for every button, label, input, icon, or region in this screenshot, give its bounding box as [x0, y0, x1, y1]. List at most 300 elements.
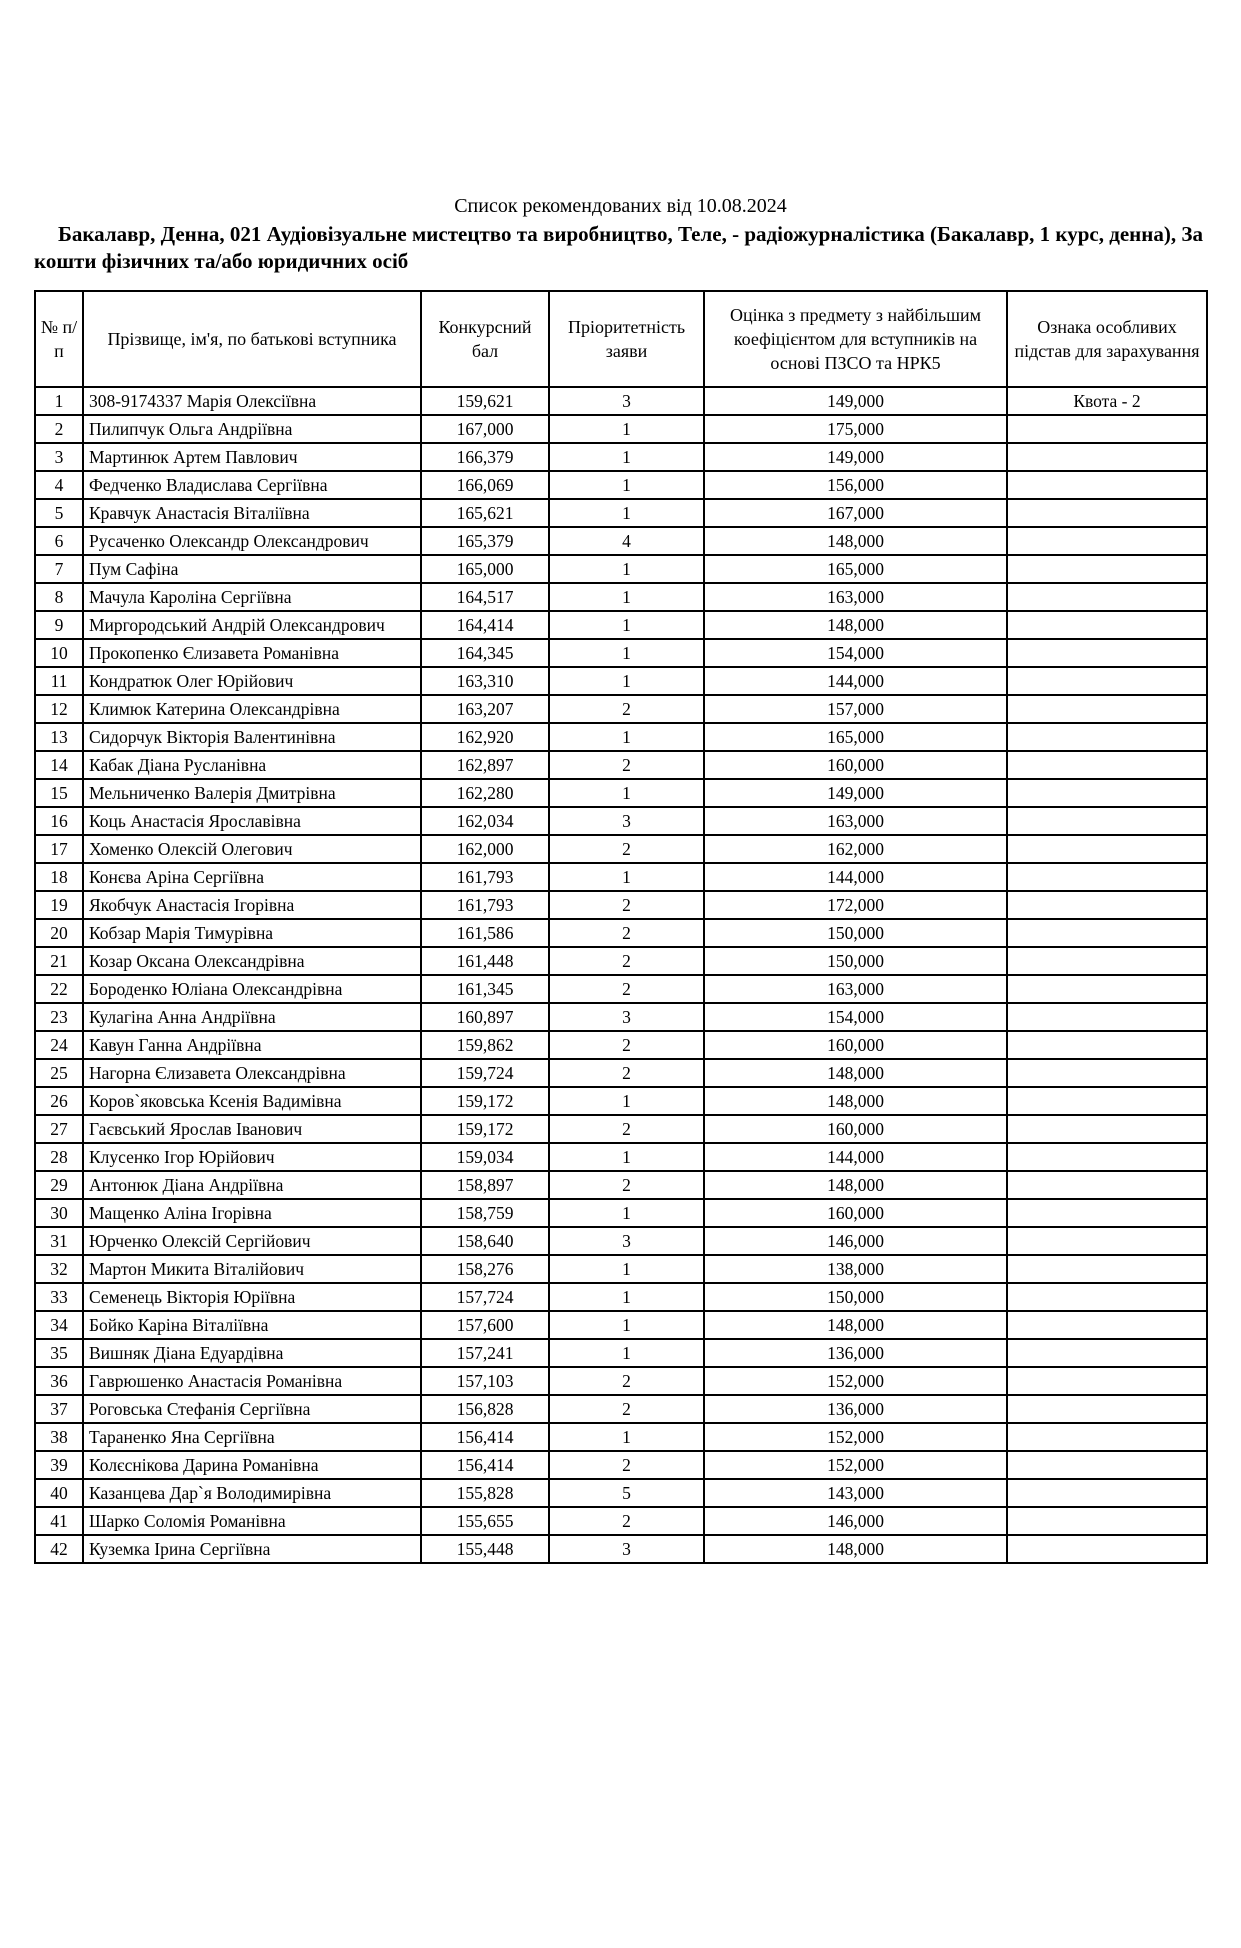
page-title: Список рекомендованих від 10.08.2024 — [454, 195, 787, 217]
special-grounds-cell — [1007, 527, 1207, 555]
applicants-table — [34, 290, 1208, 1564]
special-grounds-cell — [1007, 1367, 1207, 1395]
row-number-cell: 41 — [35, 1507, 83, 1535]
subject-grade-cell: 163,000 — [704, 807, 1007, 835]
special-grounds-cell — [1007, 443, 1207, 471]
application-priority-cell: 1 — [549, 443, 704, 471]
subject-grade-cell: 172,000 — [704, 891, 1007, 919]
applicant-name-cell: Федченко Владислава Сергіївна — [83, 471, 421, 499]
subject-grade-cell: 154,000 — [704, 639, 1007, 667]
special-grounds-cell — [1007, 1339, 1207, 1367]
application-priority-cell: 4 — [549, 527, 704, 555]
competitive-score-cell: 161,448 — [421, 947, 549, 975]
application-priority-cell: 2 — [549, 891, 704, 919]
competitive-score-cell: 163,310 — [421, 667, 549, 695]
application-priority-cell: 1 — [549, 471, 704, 499]
competitive-score-cell: 158,276 — [421, 1255, 549, 1283]
special-grounds-cell — [1007, 1171, 1207, 1199]
table-row — [35, 751, 1207, 779]
special-grounds-cell — [1007, 723, 1207, 751]
table-row — [35, 1171, 1207, 1199]
subject-grade-cell: 144,000 — [704, 667, 1007, 695]
subject-grade-cell: 148,000 — [704, 1171, 1007, 1199]
competitive-score-cell: 164,345 — [421, 639, 549, 667]
application-priority-cell: 1 — [549, 1199, 704, 1227]
applicant-name-cell: Вишняк Діана Едуардівна — [83, 1339, 421, 1367]
special-grounds-cell — [1007, 863, 1207, 891]
subject-grade-cell: 138,000 — [704, 1255, 1007, 1283]
table-row — [35, 555, 1207, 583]
table-row — [35, 1255, 1207, 1283]
applicant-name-cell: Колєснікова Дарина Романівна — [83, 1451, 421, 1479]
subject-grade-cell: 152,000 — [704, 1451, 1007, 1479]
special-grounds-cell — [1007, 583, 1207, 611]
special-grounds-cell — [1007, 695, 1207, 723]
applicant-name-cell: 308-9174337 Марія Олексіївна — [83, 387, 421, 415]
competitive-score-cell: 159,621 — [421, 387, 549, 415]
row-number-cell: 37 — [35, 1395, 83, 1423]
row-number-cell: 15 — [35, 779, 83, 807]
applicant-name-cell: Пилипчук Ольга Андріївна — [83, 415, 421, 443]
subject-grade-cell: 163,000 — [704, 583, 1007, 611]
applicant-name-cell: Козар Оксана Олександрівна — [83, 947, 421, 975]
applicant-name-cell: Семенець Вікторія Юріївна — [83, 1283, 421, 1311]
competitive-score-cell: 155,828 — [421, 1479, 549, 1507]
row-number-cell: 5 — [35, 499, 83, 527]
row-number-cell: 30 — [35, 1199, 83, 1227]
applicant-name-cell: Казанцева Дар`я Володимирівна — [83, 1479, 421, 1507]
application-priority-cell: 1 — [549, 667, 704, 695]
subject-grade-cell: 157,000 — [704, 695, 1007, 723]
table-row — [35, 639, 1207, 667]
table-row — [35, 527, 1207, 555]
table-row — [35, 499, 1207, 527]
application-priority-cell: 2 — [549, 975, 704, 1003]
special-grounds-cell — [1007, 835, 1207, 863]
application-priority-cell: 1 — [549, 1255, 704, 1283]
special-grounds-cell — [1007, 1087, 1207, 1115]
subject-grade-cell: 156,000 — [704, 471, 1007, 499]
application-priority-cell: 1 — [549, 723, 704, 751]
subject-grade-cell: 149,000 — [704, 443, 1007, 471]
applicant-name-cell: Кабак Діана Русланівна — [83, 751, 421, 779]
special-grounds-cell — [1007, 1115, 1207, 1143]
application-priority-cell: 3 — [549, 387, 704, 415]
applicant-name-cell: Гаврюшенко Анастасія Романівна — [83, 1367, 421, 1395]
row-number-cell: 8 — [35, 583, 83, 611]
competitive-score-cell: 165,379 — [421, 527, 549, 555]
special-grounds-cell — [1007, 975, 1207, 1003]
application-priority-cell: 3 — [549, 1227, 704, 1255]
table-row — [35, 1283, 1207, 1311]
application-priority-cell: 2 — [549, 695, 704, 723]
subject-grade-cell: 148,000 — [704, 1311, 1007, 1339]
row-number-cell: 42 — [35, 1535, 83, 1563]
subject-grade-cell: 146,000 — [704, 1227, 1007, 1255]
application-priority-cell: 2 — [549, 1507, 704, 1535]
row-number-cell: 2 — [35, 415, 83, 443]
special-grounds-cell — [1007, 1423, 1207, 1451]
applicant-name-cell: Мартон Микита Віталійович — [83, 1255, 421, 1283]
subject-grade-cell: 154,000 — [704, 1003, 1007, 1031]
table-row — [35, 863, 1207, 891]
competitive-score-cell: 166,069 — [421, 471, 549, 499]
subject-grade-cell: 165,000 — [704, 555, 1007, 583]
row-number-cell: 16 — [35, 807, 83, 835]
competitive-score-cell: 161,345 — [421, 975, 549, 1003]
table-row — [35, 975, 1207, 1003]
application-priority-cell: 2 — [549, 1115, 704, 1143]
row-number-cell: 1 — [35, 387, 83, 415]
row-number-cell: 36 — [35, 1367, 83, 1395]
table-row — [35, 1367, 1207, 1395]
application-priority-cell: 3 — [549, 1003, 704, 1031]
applicant-name-cell: Мартинюк Артем Павлович — [83, 443, 421, 471]
table-row — [35, 1115, 1207, 1143]
table-row — [35, 1227, 1207, 1255]
competitive-score-cell: 156,414 — [421, 1423, 549, 1451]
subject-grade-cell: 160,000 — [704, 751, 1007, 779]
subject-grade-cell: 146,000 — [704, 1507, 1007, 1535]
table-row — [35, 1199, 1207, 1227]
competitive-score-cell: 161,586 — [421, 919, 549, 947]
row-number-cell: 10 — [35, 639, 83, 667]
competitive-score-cell: 155,448 — [421, 1535, 549, 1563]
row-number-cell: 13 — [35, 723, 83, 751]
table-row — [35, 667, 1207, 695]
header-special-grounds: Ознака особливих підстав для зарахування — [1007, 291, 1207, 387]
special-grounds-cell — [1007, 779, 1207, 807]
application-priority-cell: 2 — [549, 1395, 704, 1423]
competitive-score-cell: 156,828 — [421, 1395, 549, 1423]
special-grounds-cell — [1007, 1227, 1207, 1255]
table-row — [35, 1339, 1207, 1367]
special-grounds-cell — [1007, 1395, 1207, 1423]
application-priority-cell: 2 — [549, 1171, 704, 1199]
table-row — [35, 723, 1207, 751]
row-number-cell: 14 — [35, 751, 83, 779]
competitive-score-cell: 158,640 — [421, 1227, 549, 1255]
competitive-score-cell: 158,897 — [421, 1171, 549, 1199]
special-grounds-cell — [1007, 1283, 1207, 1311]
competitive-score-cell: 167,000 — [421, 415, 549, 443]
applicant-name-cell: Прокопенко Єлизавета Романівна — [83, 639, 421, 667]
application-priority-cell: 1 — [549, 611, 704, 639]
special-grounds-cell — [1007, 667, 1207, 695]
special-grounds-cell: Квота - 2 — [1007, 387, 1207, 415]
competitive-score-cell: 159,724 — [421, 1059, 549, 1087]
table-row — [35, 1031, 1207, 1059]
subject-grade-cell: 175,000 — [704, 415, 1007, 443]
header-applicant-name: Прізвище, ім'я, по батькові вступника — [83, 291, 421, 387]
competitive-score-cell: 157,600 — [421, 1311, 549, 1339]
competitive-score-cell: 159,172 — [421, 1087, 549, 1115]
table-row — [35, 1143, 1207, 1171]
subject-grade-cell: 144,000 — [704, 1143, 1007, 1171]
subject-grade-cell: 143,000 — [704, 1479, 1007, 1507]
document-page — [0, 194, 1241, 1564]
table-row — [35, 1087, 1207, 1115]
row-number-cell: 20 — [35, 919, 83, 947]
special-grounds-cell — [1007, 1451, 1207, 1479]
competitive-score-cell: 164,414 — [421, 611, 549, 639]
competitive-score-cell: 162,280 — [421, 779, 549, 807]
competitive-score-cell: 157,241 — [421, 1339, 549, 1367]
application-priority-cell: 1 — [549, 1311, 704, 1339]
table-row — [35, 1451, 1207, 1479]
table-row — [35, 1003, 1207, 1031]
row-number-cell: 24 — [35, 1031, 83, 1059]
row-number-cell: 28 — [35, 1143, 83, 1171]
applicant-name-cell: Якобчук Анастасія Ігорівна — [83, 891, 421, 919]
competitive-score-cell: 164,517 — [421, 583, 549, 611]
table-row — [35, 1059, 1207, 1087]
application-priority-cell: 1 — [549, 1283, 704, 1311]
special-grounds-cell — [1007, 611, 1207, 639]
table-row — [35, 1479, 1207, 1507]
applicant-name-cell: Антонюк Діана Андріївна — [83, 1171, 421, 1199]
applicant-name-cell: Кавун Ганна Андріївна — [83, 1031, 421, 1059]
applicant-name-cell: Клусенко Ігор Юрійович — [83, 1143, 421, 1171]
competitive-score-cell: 157,103 — [421, 1367, 549, 1395]
subject-grade-cell: 163,000 — [704, 975, 1007, 1003]
applicant-name-cell: Мельниченко Валерія Дмитрівна — [83, 779, 421, 807]
subject-grade-cell: 148,000 — [704, 1087, 1007, 1115]
row-number-cell: 31 — [35, 1227, 83, 1255]
special-grounds-cell — [1007, 415, 1207, 443]
subject-grade-cell: 150,000 — [704, 919, 1007, 947]
applicant-name-cell: Коць Анастасія Ярославівна — [83, 807, 421, 835]
applicant-name-cell: Роговська Стефанія Сергіївна — [83, 1395, 421, 1423]
applicant-name-cell: Бойко Каріна Віталіївна — [83, 1311, 421, 1339]
applicant-name-cell: Пум Сафіна — [83, 555, 421, 583]
row-number-cell: 3 — [35, 443, 83, 471]
application-priority-cell: 2 — [549, 835, 704, 863]
table-row — [35, 471, 1207, 499]
row-number-cell: 34 — [35, 1311, 83, 1339]
competitive-score-cell: 156,414 — [421, 1451, 549, 1479]
competitive-score-cell: 161,793 — [421, 863, 549, 891]
special-grounds-cell — [1007, 471, 1207, 499]
special-grounds-cell — [1007, 1199, 1207, 1227]
applicant-name-cell: Коров`яковська Ксенія Вадимівна — [83, 1087, 421, 1115]
table-row — [35, 415, 1207, 443]
application-priority-cell: 2 — [549, 1451, 704, 1479]
competitive-score-cell: 165,621 — [421, 499, 549, 527]
header-subject-grade: Оцінка з предмету з найбільшим коефіцієнтом для вступників на основі ПЗСО та НРК5 — [704, 291, 1007, 387]
row-number-cell: 19 — [35, 891, 83, 919]
subject-grade-cell: 148,000 — [704, 1535, 1007, 1563]
application-priority-cell: 5 — [549, 1479, 704, 1507]
row-number-cell: 9 — [35, 611, 83, 639]
special-grounds-cell — [1007, 807, 1207, 835]
special-grounds-cell — [1007, 1031, 1207, 1059]
applicant-name-cell: Хоменко Олексій Олегович — [83, 835, 421, 863]
application-priority-cell: 3 — [549, 1535, 704, 1563]
subject-grade-cell: 150,000 — [704, 947, 1007, 975]
row-number-cell: 12 — [35, 695, 83, 723]
row-number-cell: 6 — [35, 527, 83, 555]
applicant-name-cell: Тараненко Яна Сергіївна — [83, 1423, 421, 1451]
applicant-name-cell: Шарко Соломія Романівна — [83, 1507, 421, 1535]
competitive-score-cell: 162,034 — [421, 807, 549, 835]
subject-grade-cell: 160,000 — [704, 1031, 1007, 1059]
application-priority-cell: 1 — [549, 1339, 704, 1367]
table-row — [35, 695, 1207, 723]
subject-grade-cell: 148,000 — [704, 527, 1007, 555]
application-priority-cell: 1 — [549, 639, 704, 667]
special-grounds-cell — [1007, 499, 1207, 527]
application-priority-cell: 1 — [549, 1087, 704, 1115]
row-number-cell: 22 — [35, 975, 83, 1003]
table-row — [35, 807, 1207, 835]
competitive-score-cell: 159,172 — [421, 1115, 549, 1143]
header-application-priority: Пріоритетність заяви — [549, 291, 704, 387]
table-row — [35, 1535, 1207, 1563]
application-priority-cell: 2 — [549, 1367, 704, 1395]
subject-grade-cell: 150,000 — [704, 1283, 1007, 1311]
special-grounds-cell — [1007, 1059, 1207, 1087]
table-row — [35, 611, 1207, 639]
special-grounds-cell — [1007, 1535, 1207, 1563]
application-priority-cell: 2 — [549, 1031, 704, 1059]
table-row — [35, 1395, 1207, 1423]
row-number-cell: 32 — [35, 1255, 83, 1283]
header-competitive-score: Конкурсний бал — [421, 291, 549, 387]
competitive-score-cell: 162,920 — [421, 723, 549, 751]
application-priority-cell: 2 — [549, 919, 704, 947]
subject-grade-cell: 148,000 — [704, 611, 1007, 639]
special-grounds-cell — [1007, 1507, 1207, 1535]
table-row — [35, 1423, 1207, 1451]
row-number-cell: 17 — [35, 835, 83, 863]
special-grounds-cell — [1007, 1255, 1207, 1283]
table-row — [35, 443, 1207, 471]
special-grounds-cell — [1007, 891, 1207, 919]
table-row — [35, 919, 1207, 947]
table-row — [35, 387, 1207, 415]
row-number-cell: 27 — [35, 1115, 83, 1143]
competitive-score-cell: 160,897 — [421, 1003, 549, 1031]
application-priority-cell: 1 — [549, 555, 704, 583]
subject-grade-cell: 136,000 — [704, 1395, 1007, 1423]
special-grounds-cell — [1007, 1479, 1207, 1507]
competitive-score-cell: 155,655 — [421, 1507, 549, 1535]
application-priority-cell: 1 — [549, 779, 704, 807]
subject-grade-cell: 162,000 — [704, 835, 1007, 863]
subject-grade-cell: 165,000 — [704, 723, 1007, 751]
competitive-score-cell: 158,759 — [421, 1199, 549, 1227]
subject-grade-cell: 152,000 — [704, 1367, 1007, 1395]
subject-grade-cell: 149,000 — [704, 387, 1007, 415]
applicant-name-cell: Климюк Катерина Олександрівна — [83, 695, 421, 723]
row-number-cell: 21 — [35, 947, 83, 975]
applicant-name-cell: Кулагіна Анна Андріївна — [83, 1003, 421, 1031]
page-subtitle: Бакалавр, Денна, 021 Аудіовізуальне мистецтво та виробництво, Теле, - радіожурналістика (Бакалавр, 1 курс, денна), За кошти фізичних та/або юридичних осіб — [34, 222, 1203, 273]
special-grounds-cell — [1007, 1003, 1207, 1031]
row-number-cell: 4 — [35, 471, 83, 499]
applicant-name-cell: Мащенко Аліна Ігорівна — [83, 1199, 421, 1227]
header-row-number: № п/п — [35, 291, 83, 387]
table-row — [35, 583, 1207, 611]
row-number-cell: 33 — [35, 1283, 83, 1311]
row-number-cell: 26 — [35, 1087, 83, 1115]
row-number-cell: 29 — [35, 1171, 83, 1199]
application-priority-cell: 1 — [549, 499, 704, 527]
competitive-score-cell: 161,793 — [421, 891, 549, 919]
competitive-score-cell: 159,862 — [421, 1031, 549, 1059]
row-number-cell: 23 — [35, 1003, 83, 1031]
applicant-name-cell: Кравчук Анастасія Віталіївна — [83, 499, 421, 527]
subject-grade-cell: 160,000 — [704, 1199, 1007, 1227]
special-grounds-cell — [1007, 1143, 1207, 1171]
application-priority-cell: 1 — [549, 1423, 704, 1451]
row-number-cell: 35 — [35, 1339, 83, 1367]
subject-grade-cell: 148,000 — [704, 1059, 1007, 1087]
special-grounds-cell — [1007, 919, 1207, 947]
row-number-cell: 25 — [35, 1059, 83, 1087]
applicant-name-cell: Нагорна Єлизавета Олександрівна — [83, 1059, 421, 1087]
row-number-cell: 7 — [35, 555, 83, 583]
special-grounds-cell — [1007, 751, 1207, 779]
table-header-row — [35, 291, 1207, 387]
applicants-table-body — [35, 387, 1207, 1563]
competitive-score-cell: 157,724 — [421, 1283, 549, 1311]
table-row — [35, 891, 1207, 919]
application-priority-cell: 1 — [549, 415, 704, 443]
applicant-name-cell: Куземка Ірина Сергіївна — [83, 1535, 421, 1563]
special-grounds-cell — [1007, 947, 1207, 975]
special-grounds-cell — [1007, 1311, 1207, 1339]
row-number-cell: 11 — [35, 667, 83, 695]
applicant-name-cell: Гаєвський Ярослав Іванович — [83, 1115, 421, 1143]
special-grounds-cell — [1007, 555, 1207, 583]
subject-grade-cell: 136,000 — [704, 1339, 1007, 1367]
table-row — [35, 835, 1207, 863]
application-priority-cell: 1 — [549, 583, 704, 611]
applicant-name-cell: Кобзар Марія Тимурівна — [83, 919, 421, 947]
special-grounds-cell — [1007, 639, 1207, 667]
competitive-score-cell: 159,034 — [421, 1143, 549, 1171]
application-priority-cell: 1 — [549, 1143, 704, 1171]
applicant-name-cell: Юрченко Олексій Сергійович — [83, 1227, 421, 1255]
application-priority-cell: 2 — [549, 751, 704, 779]
subject-grade-cell: 152,000 — [704, 1423, 1007, 1451]
application-priority-cell: 1 — [549, 863, 704, 891]
applicant-name-cell: Сидорчук Вікторія Валентинівна — [83, 723, 421, 751]
competitive-score-cell: 162,897 — [421, 751, 549, 779]
application-priority-cell: 2 — [549, 947, 704, 975]
applicant-name-cell: Миргородський Андрій Олександрович — [83, 611, 421, 639]
applicant-name-cell: Кондратюк Олег Юрійович — [83, 667, 421, 695]
row-number-cell: 18 — [35, 863, 83, 891]
subject-grade-cell: 149,000 — [704, 779, 1007, 807]
applicant-name-cell: Русаченко Олександр Олександрович — [83, 527, 421, 555]
table-row — [35, 947, 1207, 975]
application-priority-cell: 3 — [549, 807, 704, 835]
table-row — [35, 779, 1207, 807]
application-priority-cell: 2 — [549, 1059, 704, 1087]
table-row — [35, 1311, 1207, 1339]
competitive-score-cell: 165,000 — [421, 555, 549, 583]
row-number-cell: 39 — [35, 1451, 83, 1479]
row-number-cell: 40 — [35, 1479, 83, 1507]
competitive-score-cell: 166,379 — [421, 443, 549, 471]
competitive-score-cell: 162,000 — [421, 835, 549, 863]
subject-grade-cell: 144,000 — [704, 863, 1007, 891]
applicant-name-cell: Бороденко Юліана Олександрівна — [83, 975, 421, 1003]
competitive-score-cell: 163,207 — [421, 695, 549, 723]
